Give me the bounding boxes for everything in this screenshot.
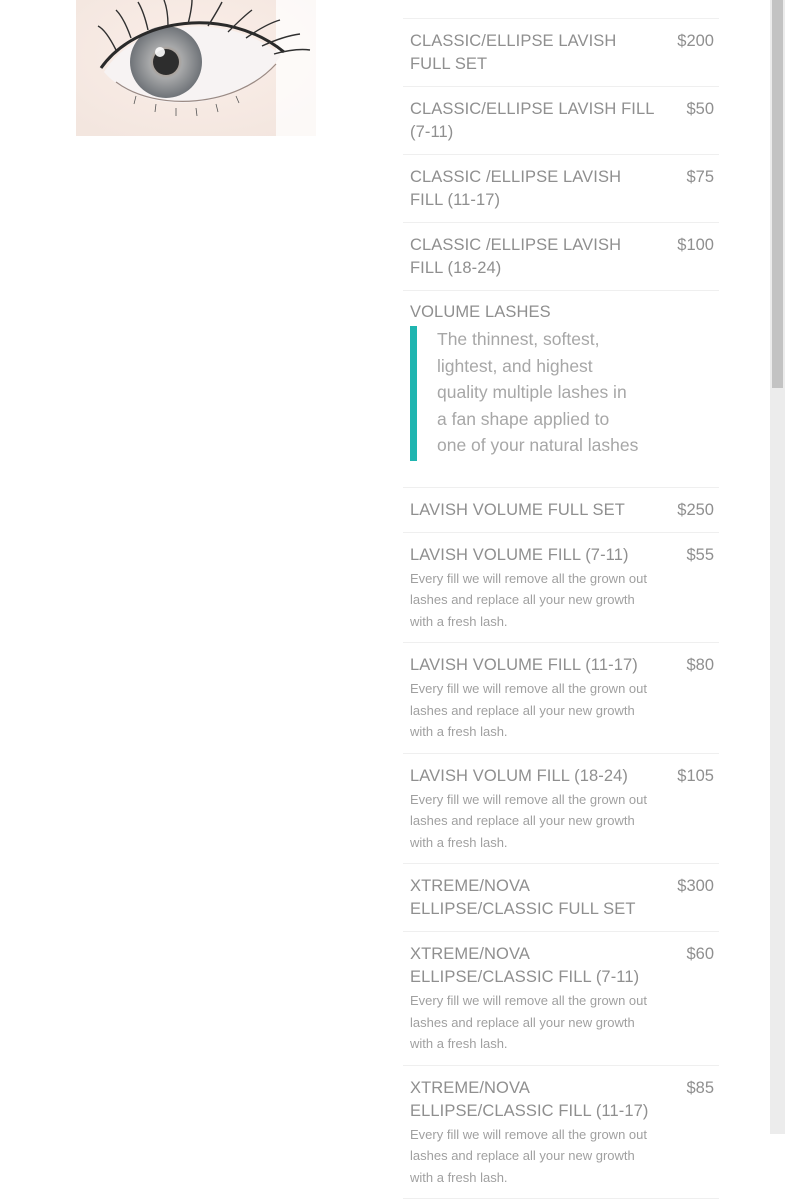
menu-item-description: Every fill we will remove all the grown out lashes and replace all your new growth with a fresh lash. (410, 678, 652, 743)
price-menu (403, 18, 719, 1199)
eye-icon (76, 0, 316, 136)
menu-item-name: CLASSIC /ELLIPSE LAVISH FILL (11-17) (410, 166, 658, 212)
menu-item (403, 932, 719, 1066)
menu-item (403, 754, 719, 865)
menu-item (403, 488, 719, 533)
menu-item-name: LAVISH VOLUME FILL (11-17) (410, 654, 638, 677)
menu-item-name: LAVISH VOLUME FULL SET (410, 499, 625, 522)
menu-item (403, 1066, 719, 1199)
menu-item (403, 223, 719, 291)
menu-item-description: Every fill we will remove all the grown out lashes and replace all your new growth with a fresh lash. (410, 990, 652, 1055)
menu-item-price: $300 (669, 875, 714, 898)
menu-item-name: CLASSIC/ELLIPSE LAVISH FILL (7-11) (410, 98, 658, 144)
menu-item (403, 155, 719, 223)
menu-item-name: XTREME/NOVA ELLIPSE/CLASSIC FILL (11-17) (410, 1077, 658, 1123)
menu-item (403, 87, 719, 155)
menu-item (403, 864, 719, 932)
menu-item-name: CLASSIC/ELLIPSE LAVISH FULL SET (410, 30, 658, 76)
menu-item-price: $55 (678, 544, 714, 567)
menu-item (403, 643, 719, 754)
menu-item-price: $50 (678, 98, 714, 121)
menu-item-name: CLASSIC /ELLIPSE LAVISH FILL (18-24) (410, 234, 658, 280)
menu-item-description: Every fill we will remove all the grown out lashes and replace all your new growth with a fresh lash. (410, 789, 652, 854)
category-description-quote: The thinnest, softest, lightest, and highest quality multiple lashes in a fan shape applied to one of your natural lashes (410, 326, 641, 461)
menu-item-name: XTREME/NOVA ELLIPSE/CLASSIC FILL (7-11) (410, 943, 658, 989)
category-volume-lashes (403, 291, 719, 488)
menu-item-price: $250 (669, 499, 714, 522)
category-title: VOLUME LASHES (410, 301, 658, 324)
menu-item-price: $80 (678, 654, 714, 677)
menu-item-price: $100 (669, 234, 714, 257)
menu-item-price: $200 (669, 30, 714, 53)
menu-item (403, 19, 719, 87)
menu-item-price: $60 (678, 943, 714, 966)
menu-item-description: Every fill we will remove all the grown out lashes and replace all your new growth with a fresh lash. (410, 568, 652, 633)
menu-item-price: $85 (678, 1077, 714, 1100)
scrollbar-thumb[interactable] (772, 0, 783, 388)
menu-item-name: LAVISH VOLUM FILL (18-24) (410, 765, 628, 788)
menu-item-name: XTREME/NOVA ELLIPSE/CLASSIC FULL SET (410, 875, 658, 921)
menu-item-price: $105 (669, 765, 714, 788)
menu-item-name: LAVISH VOLUME FILL (7-11) (410, 544, 629, 567)
menu-item (403, 533, 719, 644)
vertical-scrollbar[interactable] (770, 0, 785, 1134)
menu-item-price: $75 (678, 166, 714, 189)
menu-item-description: Every fill we will remove all the grown out lashes and replace all your new growth with a fresh lash. (410, 1124, 652, 1189)
eye-lashes-image (76, 0, 316, 136)
